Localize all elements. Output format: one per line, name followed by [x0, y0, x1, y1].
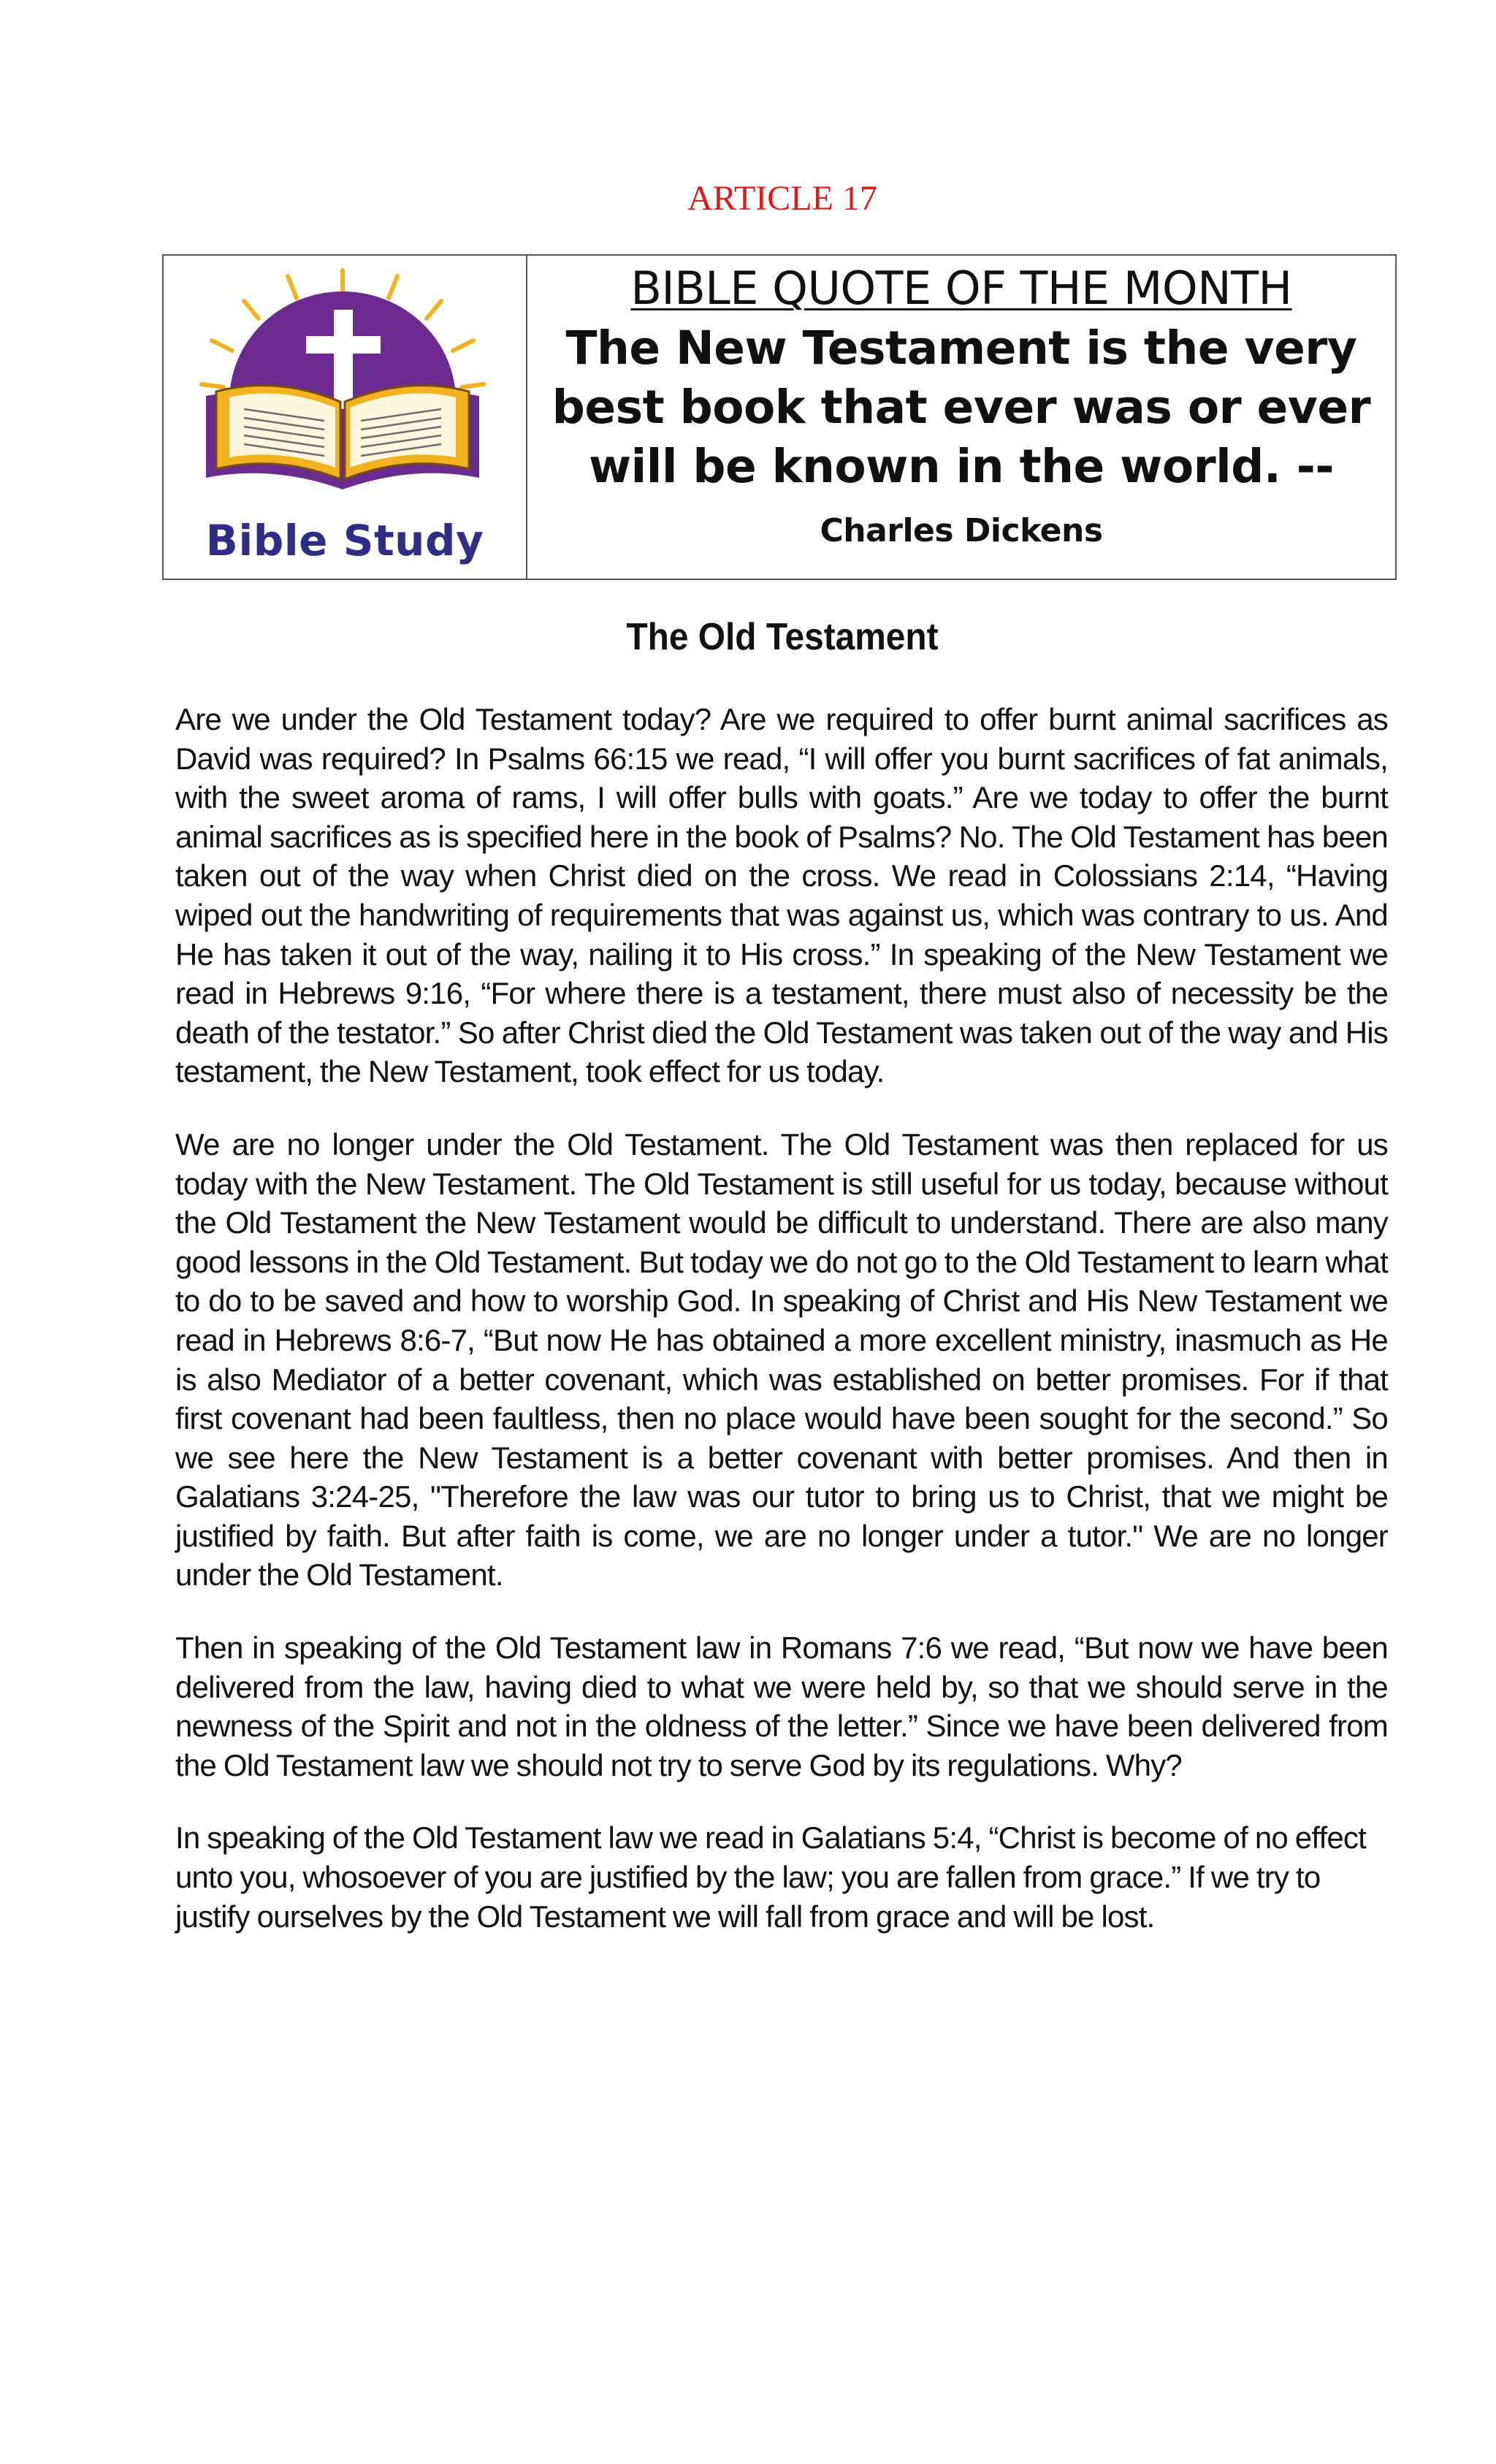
quote-text — [527, 319, 1395, 560]
quote-title: BIBLE QUOTE OF THE MONTH — [630, 262, 1292, 315]
paragraph: Then in speaking of the Old Testament law in Romans 7:6 we read, “But now we have been delivered from the law, having died to what we were held by, so that we should serve in the newness of the Spirit and not in the oldness of the letter.” Since we have been delivered from the Old Testament law we should not try to serve God by its regulations. Why? — [175, 1630, 1388, 1782]
paragraph: We are no longer under the Old Testament. The Old Testament was then replaced for us today with the New Testament. The Old Testament is still useful for us today, because without the Old Testament the New Testament would be difficult to understand. There are also many good lessons in the Old Testament. But today we do not go to the Old Testament to learn what to do to be saved and how to worship God. In speaking of Christ and His New Testament we read in Hebrews 8:6-7, “But now He has obtained a more excellent ministry, inasmuch as He is also Mediator of a better covenant, which was established on better promises. For if that first covenant had been faultless, then no place would have been sought for the second.” So we see here the New Testament is a better covenant with better promises. And then in Galatians 3:24-25, "Therefore the law was our tutor to bring us to Christ, that we might be justified by faith. But after faith is come, we are no longer under a tutor." We are no longer under the Old Testament. — [175, 1126, 1388, 1593]
quote-author: Charles Dickens — [820, 512, 1103, 549]
quote-cell — [527, 256, 1395, 579]
bible-study-logo — [164, 256, 527, 579]
paragraph: Are we under the Old Testament today? Are we required to offer burnt animal sacrifices as David was required? In Psalms 66:15 we read, “I will offer you burnt sacrifices of fat animals, with the sweet aroma of rams, I will offer bulls with goats.” Are we today to offer the burnt animal sacrifices as is specified here in the book of Psalms? No. The Old Testament has been taken out of the way when Christ died on the cross. We read in Colossians 2:14, “Having wiped out the handwriting of requirements that was against us, which was contrary to us. And He has taken it out of the way, nailing it to His cross.” In speaking of the New Testament we read in Hebrews 9:16, “For where there is a testament, there must also of necessity be the death of the testator.” So after Christ died the Old Testament was taken out of the way and His testament, the New Testament, took effect for us today. — [175, 702, 1388, 1089]
paragraph: In speaking of the Old Testament law we read in Galatians 5:4, “Christ is become of no effect unto you, whosoever of you are justified by the law; you are fallen from grace.” If we try to justify ourselves by the Old Testament we will fall from grace and will be lost. — [175, 1820, 1366, 1934]
quote-body: The New Testament is the very best book that ever was or ever will be known in the world. -- — [552, 321, 1371, 493]
bible-study-icon — [186, 266, 500, 514]
article-label: ARTICLE 17 — [687, 179, 877, 218]
article-body — [175, 700, 1388, 1969]
quote-header-box — [162, 254, 1397, 580]
logo-text: Bible Study — [205, 516, 484, 565]
section-title: The Old Testament — [626, 616, 939, 658]
